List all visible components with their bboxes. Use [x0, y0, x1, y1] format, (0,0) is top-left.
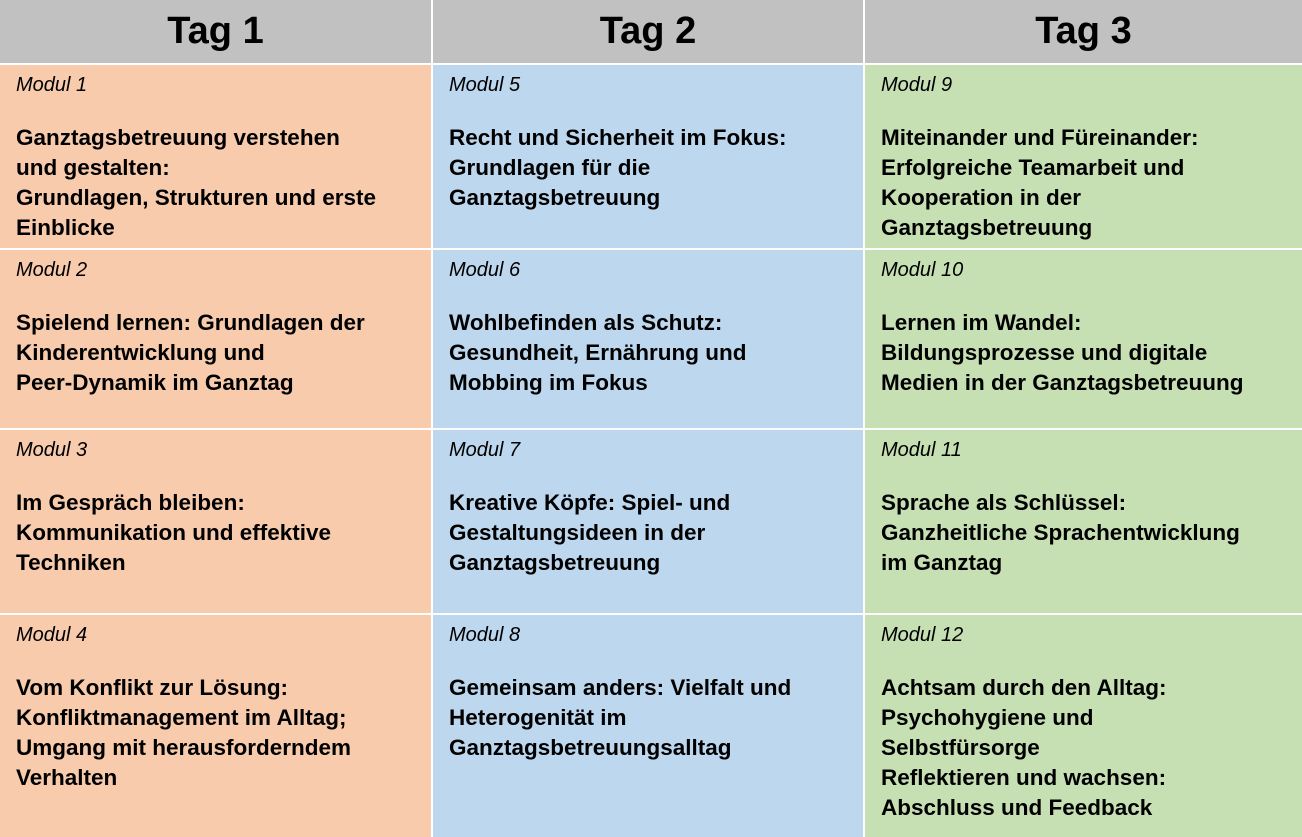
module-title: Sprache als Schlüssel: Ganzheitliche Sprachentwicklung im Ganztag	[881, 490, 1240, 575]
module-cell	[865, 615, 1302, 837]
module-cell	[433, 430, 865, 615]
module-title: Spielend lernen: Grundlagen der Kinderentwicklung und Peer-Dynamik im Ganztag	[16, 310, 365, 395]
module-number: Modul 5	[449, 74, 521, 96]
module-title: Vom Konflikt zur Lösung: Konfliktmanagement im Alltag; Umgang mit herausforderndem Verhalten	[16, 675, 352, 790]
module-number: Modul 6	[449, 259, 521, 281]
module-cell	[433, 65, 865, 250]
module-number: Modul 3	[16, 439, 88, 461]
module-title: Achtsam durch den Alltag: Psychohygiene und Selbstfürsorge Reflektieren und wachsen: Abschluss und Feedback	[881, 675, 1167, 820]
module-cell	[865, 430, 1302, 615]
module-number: Modul 7	[449, 439, 521, 461]
module-cell	[0, 65, 433, 250]
module-number: Modul 4	[16, 624, 88, 646]
module-cell	[0, 615, 433, 837]
module-title: Recht und Sicherheit im Fokus: Grundlagen für die Ganztagsbetreuung	[449, 125, 787, 210]
module-number: Modul 9	[881, 74, 953, 96]
module-number: Modul 12	[881, 624, 964, 646]
module-number: Modul 11	[881, 439, 962, 461]
module-number: Modul 1	[16, 74, 88, 96]
module-number: Modul 8	[449, 624, 521, 646]
module-title: Miteinander und Füreinander: Erfolgreiche Teamarbeit und Kooperation in der Ganztagsbetreuung	[881, 125, 1199, 240]
module-title: Ganztagsbetreuung verstehen und gestalten: Grundlagen, Strukturen und erste Einblicke	[16, 125, 377, 240]
module-title: Lernen im Wandel: Bildungsprozesse und digitale Medien in der Ganztagsbetreuung	[881, 310, 1244, 395]
module-cell	[0, 430, 433, 615]
module-cell	[433, 250, 865, 430]
module-cell	[0, 250, 433, 430]
module-title: Im Gespräch bleiben: Kommunikation und effektive Techniken	[16, 490, 332, 575]
module-title: Kreative Köpfe: Spiel- und Gestaltungsideen in der Ganztagsbetreuung	[449, 490, 731, 575]
module-cell	[865, 65, 1302, 250]
module-number: Modul 10	[881, 259, 964, 281]
module-cell	[865, 250, 1302, 430]
module-cell	[433, 615, 865, 837]
header-day-1: Tag 1	[0, 0, 433, 65]
header-day-3: Tag 3	[865, 0, 1302, 65]
module-title: Gemeinsam anders: Vielfalt und Heterogenität im Ganztagsbetreuungsalltag	[449, 675, 792, 760]
module-number: Modul 2	[16, 259, 88, 281]
module-title: Wohlbefinden als Schutz: Gesundheit, Ernährung und Mobbing im Fokus	[449, 310, 747, 395]
header-day-2: Tag 2	[433, 0, 865, 65]
